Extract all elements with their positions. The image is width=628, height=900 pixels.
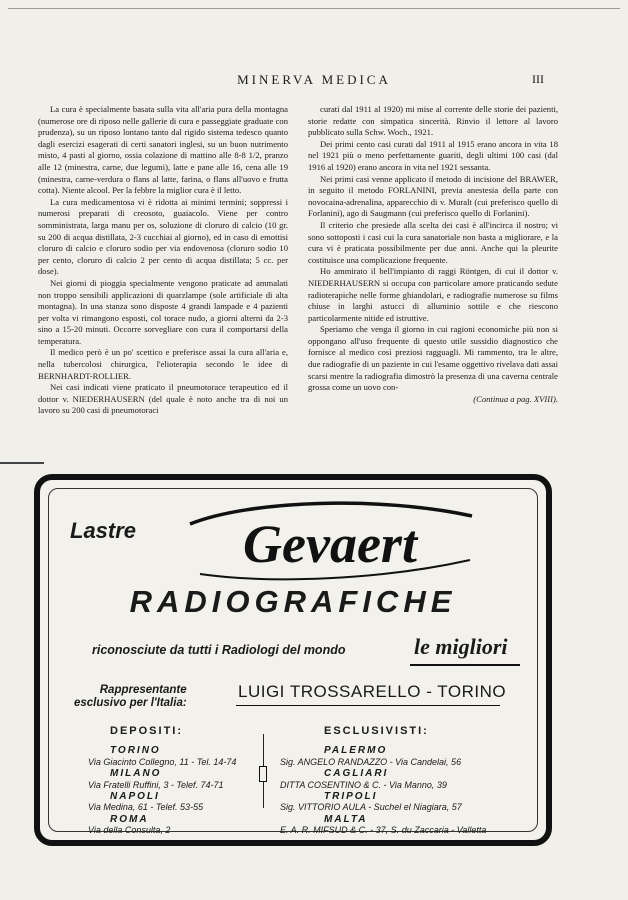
paragraph: La cura è specialmente basata sulla vita all'aria pura della montagna (numerose ore di riposo nelle gallerie di cura e passeggiate graduate con prudenza), su un riposo lontano tanto dal rigido sistema tedesco quanto dagli esercizi esagerati di certi sanatori inglesi, su un buon nutrimento misto, 4 pasti al giorno, ossia colazione di mattino alle 8-8 1/2, pranzo alle 12 (minestra, carne, due legumi), latte e pane alle 16, cena alle 19 (minestra, carne-verdura o flans al latte, farina, o flans all'uovo e frutta cotta). Niente alcool. Per la febbre la miglior cura è il letto. xyxy=(38,104,288,196)
esclusivisti-list xyxy=(280,726,530,837)
gevaert-advertisement xyxy=(34,474,552,846)
running-title: MINERVA MEDICA xyxy=(237,72,391,87)
address-line: DITTA COSENTINO & C. - Via Manno, 39 xyxy=(280,779,447,790)
rep-line: Rappresentante xyxy=(99,684,187,696)
margin-mark xyxy=(0,462,44,464)
product-title: RADIOGRAFICHE xyxy=(129,584,457,619)
paragraph: Il criterio che presiede alla scelta dei casi è all'incirca il nostro; vi sono sottoposti i casi cui la cura sanatoriale non basta a migliorare, e la cura vi è praticata possibilmente per due anni. Anche qui la pleurite costituisce una complicazione frequente. xyxy=(308,219,558,265)
divider-ornament xyxy=(259,766,267,782)
address-line: E. A. R. MIFSUD & C. - 37, S. du Zaccaria - Valletta xyxy=(280,825,487,836)
paragraph: Ho ammirato il bell'impianto di raggi Röntgen, di cui il dottor v. NIEDERHAUSERN si occupa con particolare amore praticando sedute radioterapiche nelle forme ghiandolari, e radiografie numerose su films chiuse in larghi astucci di alluminio sottile e che riescono particolarmente nitide ed istruttive. xyxy=(308,266,558,323)
city-name: TRIPOLI xyxy=(324,791,378,803)
city-name: TORINO xyxy=(110,745,161,757)
address-line: Sig. VITTORIO AULA - Suchel el Niagiara, 57 xyxy=(280,802,462,813)
depositi-heading: DEPOSITI: xyxy=(110,725,184,737)
ad-representative-label xyxy=(74,684,187,710)
ad-agent-underline xyxy=(236,705,500,706)
article-left-column xyxy=(38,104,288,417)
address-line: Via Fratelli Ruffini, 3 - Telef. 74-71 xyxy=(88,779,224,790)
top-rule xyxy=(8,8,620,9)
address-line: Sig. ANGELO RANDAZZO - Via Candelai, 56 xyxy=(280,756,462,767)
paragraph: Nei casi indicati viene praticato il pneumotorace terapeutico ed il dottor v. NIEDERHAUSERN (del quale è noto anche tra di noi un lavoro su 200 casi di pneumotoraci xyxy=(38,382,288,416)
continuation-note: (Continua a pag. XVIII). xyxy=(473,393,558,404)
paragraph: Speriamo che venga il giorno in cui ragioni economiche più non si oppongano all'uso frequente di questo utile sussidio diagnostico che fornisce al medico così preziosi ragguagli. Mi rammento, tra le altre, due radiografie di un paziente in cui l'esame oggettivo rivelava dati assai scarsi mentre la radiografia dimostrò la presenza di una caverna centrale grossa come un uovo con- xyxy=(308,324,558,393)
ad-lastre: Lastre xyxy=(70,518,137,543)
paragraph: curati dal 1911 al 1920) mi mise al corrente delle storie dei pazienti, storie redatte con simpatica sincerità. Rinvio il lettore al lavoro pubblicato sulla Schw. Woch., 1921. xyxy=(308,104,558,138)
ad-best-underline xyxy=(410,664,520,666)
ad-agent: LUIGI TROSSARELLO - TORINO xyxy=(238,682,507,701)
address-line: Via Giacinto Collegno, 11 - Tel. 14-74 xyxy=(88,756,237,767)
paragraph: La cura medicamentosa vi è ridotta ai minimi termini; soppressi i numerosi preparati di creosoto, guaiacolo. Viene per contro somministrata, larga manu per os, soluzione di cloruro di calcio (10 gr. su 200 di acqua distillata, 2-3 cucchiai al giorno), ed in caso di emottisi cloruro di calcio e cloruro sodio per via endovenosa (cloruro sodio 10 per cento, cloruro di calcio 2 per cento di acqua distillata; 5 cc. per dose). xyxy=(38,196,288,277)
article-right-column xyxy=(308,104,558,405)
paragraph: Il medico però è un po' scettico e preferisce assai la cura all'aria e, nella tubercolosi chirurgica, l'elioterapia secondo le idee di BERNHARDT-ROLLIER. xyxy=(38,347,288,381)
city-name: MALTA xyxy=(324,813,368,825)
city-name: CAGLIARI xyxy=(324,768,389,780)
gevaert-logo xyxy=(180,496,480,584)
page-number: III xyxy=(532,72,544,86)
paragraph: Nei primi casi venne applicato il metodo di incisione del BRAWER, in seguito il metodo FORLANINI, previa anestesia della parte con novocaina-adrenalina, apparecchio di v. Muralt (cui preferisco quello di Forlanini), ago di Saugmann (cui preferisco quello di Forlanini). xyxy=(308,173,558,219)
city-name: MILANO xyxy=(110,768,162,780)
city-name: ROMA xyxy=(110,813,149,825)
city-name: NAPOLI xyxy=(110,791,160,803)
ad-tagline: riconosciute da tutti i Radiologi del mondo xyxy=(92,643,346,657)
paragraph: Dei primi cento casi curati dal 1911 al 1915 erano ancora in vita 18 nel 1921 più o meno perfettamente guariti, degli ultimi 100 casi (dal 1916 al 1920) erano ancora in vita nel 1921 sessanta. xyxy=(308,138,558,172)
rep-line: esclusivo per l'Italia: xyxy=(74,697,187,709)
address-line: Via Medina, 61 - Telef. 53-55 xyxy=(88,802,204,813)
city-name: PALERMO xyxy=(324,745,388,757)
esclusivisti-heading: ESCLUSIVISTI: xyxy=(324,725,429,737)
brand-name: Gevaert xyxy=(243,514,417,574)
address-line: Via della Consulta, 2 xyxy=(88,825,171,836)
ad-best: le migliori xyxy=(414,634,508,659)
paragraph: Nei giorni di pioggia specialmente vengono praticate ad ammalati non troppo sensibili applicazioni di quarzlampe (sole artificiale di alta montagna). In una stanza sono disposte 4 grandi lampade e 4 pazienti per volta vi rimangono esposti, col torace nudo, a giorni alterni da 2-3 sino a 15-20 minuti. Occorre sorvegliare con cura il comportarsi della temperatura. xyxy=(38,277,288,346)
depositi-list xyxy=(88,726,288,837)
